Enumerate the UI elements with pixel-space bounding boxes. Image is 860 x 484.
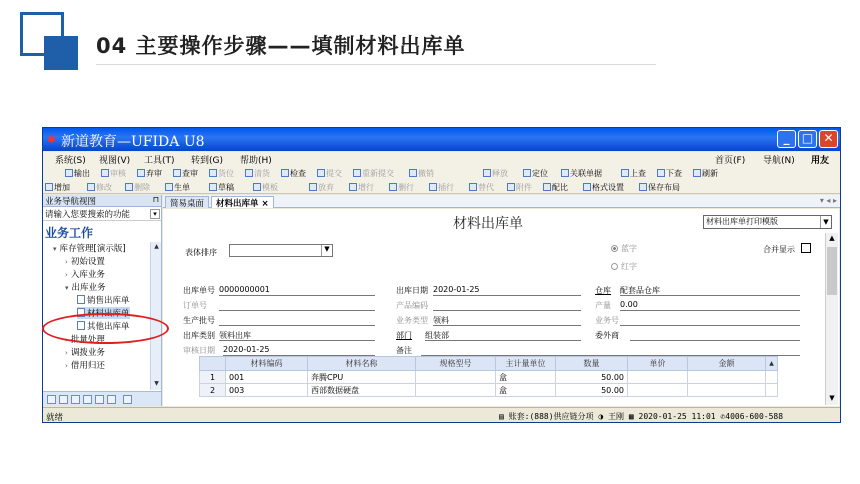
tree-item-inbound[interactable]: › 入库业务 <box>65 270 105 280</box>
pin-icon[interactable]: ⊓ <box>152 195 159 204</box>
material-table <box>199 356 778 397</box>
cell-price[interactable] <box>628 371 688 384</box>
tree-item-initial-setup[interactable]: › 初始设置 <box>65 257 105 267</box>
scroll-up-icon[interactable]: ▲ <box>829 234 835 242</box>
discard-icon <box>309 183 317 191</box>
batch-label: 生产批号 <box>183 316 215 325</box>
tree-item-transfer[interactable]: › 调拨业务 <box>65 348 105 358</box>
nav-scrollbar[interactable] <box>150 242 161 390</box>
app-window <box>42 127 841 423</box>
tab-scroll-icon[interactable]: ▾ ◂ ▸ <box>819 196 837 205</box>
scroll-down-icon[interactable]: ▼ <box>154 380 159 387</box>
release-icon <box>483 169 491 177</box>
tree-item-outbound[interactable]: ▾ 出库业务 <box>65 283 106 293</box>
outsourcer-label: 委外商 <box>595 331 619 340</box>
doc-no-label: 出库单号 <box>183 286 215 295</box>
attachment-icon <box>507 183 515 191</box>
toolbar-check-button[interactable]: 检查 <box>281 168 306 179</box>
close-button[interactable]: ✕ <box>819 130 838 148</box>
toolbar-clear-button[interactable]: 清货 <box>245 168 270 179</box>
warehouse-field[interactable]: 配套品仓库 <box>620 286 660 295</box>
document-scrollbar[interactable] <box>825 233 838 405</box>
cell-material-name[interactable]: 西部数据硬盘 <box>308 384 416 397</box>
status-info <box>499 411 783 422</box>
column-header[interactable]: 数量 <box>556 357 628 371</box>
biz-type-label: 业务类型 <box>396 316 428 325</box>
slide-decoration-fill <box>44 36 78 70</box>
doc-no-field[interactable]: 0000000001 <box>219 285 270 294</box>
tree-item-sales-outbound[interactable]: 销售出库单 <box>77 294 130 306</box>
audit-date-field: 2020-01-25 <box>223 345 270 354</box>
toolbar-discard-button[interactable]: 放弃 <box>309 182 334 193</box>
biz-no-label: 业务号 <box>595 316 619 325</box>
collapse-arrow-icon: › <box>65 362 68 370</box>
dept-label[interactable]: 部门 <box>396 331 412 340</box>
format-icon <box>583 183 591 191</box>
toolbar-resubmit-button[interactable]: 重新提交 <box>353 168 394 179</box>
table-scroll-up-icon[interactable]: ▲ <box>766 357 778 371</box>
location-icon <box>209 169 217 177</box>
collapse-arrow-icon: › <box>65 349 68 357</box>
cell-unit[interactable]: 盒 <box>496 384 556 397</box>
ratio-icon <box>543 183 551 191</box>
nav-shortcut-icon[interactable] <box>59 395 68 404</box>
linked-docs-icon <box>561 169 569 177</box>
tree-item-borrow-return[interactable]: › 借用归还 <box>65 361 105 371</box>
remark-label: 备注 <box>396 346 412 355</box>
cell-material-name[interactable]: 奔腾CPU <box>308 371 416 384</box>
resubmit-icon <box>353 169 361 177</box>
toolbar-ratio-button[interactable]: 配比 <box>543 182 568 193</box>
locate-icon <box>523 169 531 177</box>
toolbar-check-audit-button[interactable]: 查审 <box>173 168 198 179</box>
unaudit-icon <box>137 169 145 177</box>
scroll-thumb[interactable] <box>827 247 837 295</box>
cell-material-code[interactable]: 003 <box>226 384 308 397</box>
menu-home[interactable]: 首页(F) <box>715 156 746 166</box>
print-template-select[interactable]: 材料出库单打印模版 ▼ <box>703 215 832 229</box>
toolbar-refresh-button[interactable]: 刷新 <box>693 168 718 179</box>
tab-desktop[interactable]: 简易桌面 <box>165 196 209 208</box>
cell-price[interactable] <box>628 384 688 397</box>
tab-material-outbound[interactable]: 材料出库单 × <box>211 196 274 208</box>
audit-icon <box>101 169 109 177</box>
toolbar-modify-button[interactable]: 修改 <box>87 182 112 193</box>
date-field[interactable]: 2020-01-25 <box>433 285 480 294</box>
cell-unit[interactable]: 盒 <box>496 371 556 384</box>
merge-display-checkbox[interactable] <box>801 243 811 253</box>
collapse-arrow-icon: › <box>65 336 68 344</box>
merge-display-label: 合并显示 <box>763 245 795 254</box>
delete-icon <box>125 183 133 191</box>
expand-arrow-icon: ▾ <box>65 284 69 292</box>
order-no-label: 订单号 <box>183 301 207 310</box>
radio-red[interactable]: 红字 <box>611 261 637 272</box>
toolbar-release-button[interactable]: 释放 <box>483 168 508 179</box>
toolbar-add-button[interactable]: 增加 <box>45 182 70 193</box>
tree-item-inventory[interactable]: ▾ 库存管理[演示版] <box>53 244 126 254</box>
document-icon <box>77 295 85 304</box>
toolbar-attachment-button[interactable]: 附件 <box>507 182 532 193</box>
calendar-icon: ▦ <box>628 412 634 421</box>
trace-down-icon <box>657 169 665 177</box>
document-area <box>163 209 839 406</box>
highlight-annotation <box>42 313 169 344</box>
nav-shortcut-icon[interactable] <box>107 395 116 404</box>
toolbar-delete-row-button[interactable]: 删行 <box>389 182 414 193</box>
toolbar-draft-button[interactable]: 草稿 <box>209 182 234 193</box>
column-header[interactable]: 规格型号 <box>416 357 496 371</box>
insert-row-icon <box>429 183 437 191</box>
quantity-label: 产量 <box>595 301 611 310</box>
nav-shortcut-icon[interactable] <box>95 395 104 404</box>
nav-shortcut-icon[interactable] <box>47 395 56 404</box>
tree-item-other-outbound[interactable]: 其他出库单 <box>77 320 130 332</box>
status-text: 就绪 <box>46 413 64 423</box>
column-header[interactable]: 材料名称 <box>308 357 416 371</box>
tree-item-material-outbound[interactable]: 材料出库单 <box>77 307 130 319</box>
cell-spec[interactable] <box>416 384 496 397</box>
account-icon: ▤ <box>499 412 504 421</box>
menu-bar <box>43 152 840 166</box>
table-header-row <box>200 357 778 371</box>
toolbar-add-row-button[interactable]: 增行 <box>349 182 374 193</box>
toolbar-unaudit-button[interactable]: 弃审 <box>137 168 162 179</box>
status-phone: 4006-600-588 <box>725 412 784 421</box>
expand-arrow-icon: ▾ <box>53 245 57 253</box>
trace-up-icon <box>621 169 629 177</box>
submit-icon <box>317 169 325 177</box>
toolbar-trace-down-button[interactable]: 下查 <box>657 168 682 179</box>
add-row-icon <box>349 183 357 191</box>
document-tabs <box>163 195 841 208</box>
nav-section-title: 业务工作 <box>45 226 94 240</box>
scroll-down-icon[interactable]: ▼ <box>829 394 835 402</box>
output-icon <box>65 169 73 177</box>
maximize-button[interactable]: □ <box>798 130 817 148</box>
window-title: 新道教育—UFIDA U8 <box>61 134 205 150</box>
quantity-field[interactable]: 0.00 <box>620 300 638 309</box>
status-bar <box>43 407 840 423</box>
check-icon <box>281 169 289 177</box>
toolbar-trace-up-button[interactable]: 上查 <box>621 168 646 179</box>
scroll-up-icon[interactable]: ▲ <box>154 243 159 250</box>
nav-bottom-bar <box>43 391 162 406</box>
dept-field[interactable]: 组装部 <box>425 331 449 340</box>
menu-system[interactable]: 系统(S) <box>55 156 86 166</box>
check-audit-icon <box>173 169 181 177</box>
nav-shortcut-icon[interactable] <box>123 395 132 404</box>
category-field[interactable]: 领料出库 <box>219 331 251 340</box>
sort-select[interactable] <box>229 244 333 257</box>
toolbar-template-button[interactable]: 模板 <box>253 182 278 193</box>
toolbar-locate-button[interactable]: 定位 <box>523 168 548 179</box>
cell-amount[interactable] <box>688 384 766 397</box>
warehouse-label[interactable]: 仓库 <box>595 286 611 295</box>
menu-view[interactable]: 视图(V) <box>99 156 131 166</box>
toolbar-output-button[interactable]: 输出 <box>65 168 90 179</box>
app-logo-icon: ✱ <box>47 133 57 146</box>
toolbar-edit <box>43 180 840 194</box>
tree-item-batch[interactable]: › 批量处理 <box>65 335 105 345</box>
toolbar-substitute-button[interactable]: 替代 <box>469 182 494 193</box>
modify-icon <box>87 183 95 191</box>
tab-close-icon[interactable]: × <box>261 199 269 209</box>
menu-tools[interactable]: 工具(T) <box>144 156 175 166</box>
toolbar-delete-button[interactable]: 删除 <box>125 182 150 193</box>
column-header[interactable]: 主计量单位 <box>496 357 556 371</box>
nav-shortcut-icon[interactable] <box>71 395 80 404</box>
navigator-header: 业务导航视图 ⊓ <box>43 195 162 207</box>
title-bar <box>43 128 840 151</box>
toolbar-submit-button[interactable]: 提交 <box>317 168 342 179</box>
form-title: 材料出库单 <box>453 216 523 232</box>
business-navigator <box>43 195 162 406</box>
draft-icon <box>209 183 217 191</box>
radio-dot-icon <box>611 263 618 270</box>
audit-date-label: 审核日期 <box>183 346 215 355</box>
minimize-button[interactable]: _ <box>777 130 796 148</box>
chevron-down-icon: ▼ <box>820 216 831 228</box>
category-label: 出库类别 <box>183 331 215 340</box>
cell-spec[interactable] <box>416 371 496 384</box>
generate-icon <box>165 183 173 191</box>
toolbar-main <box>43 166 840 180</box>
status-datetime: 2020-01-25 11:01 <box>638 412 716 421</box>
column-header[interactable]: 金额 <box>688 357 766 371</box>
column-header[interactable]: 材料编码 <box>226 357 308 371</box>
status-account: 账套:(888)供应链分项 <box>508 412 594 421</box>
slide-title: 04 主要操作步骤——填制材料出库单 <box>96 34 466 58</box>
column-header-index <box>200 357 226 371</box>
collapse-arrow-icon: › <box>65 271 68 279</box>
save-layout-icon <box>639 183 647 191</box>
menu-navigate[interactable]: 导航(N) <box>763 156 795 166</box>
toolbar-insert-row-button[interactable]: 插行 <box>429 182 454 193</box>
column-header[interactable]: 单价 <box>628 357 688 371</box>
substitute-icon <box>469 183 477 191</box>
sort-label: 表体排序 <box>185 248 217 257</box>
toolbar-generate-button[interactable]: 生单 <box>165 182 190 193</box>
toolbar-revoke-button[interactable]: 撤销 <box>409 168 434 179</box>
clear-icon <box>245 169 253 177</box>
toolbar-location-button[interactable]: 货位 <box>209 168 234 179</box>
cell-quantity[interactable]: 50.00 <box>556 371 628 384</box>
radio-dot-icon <box>611 245 618 252</box>
table-row[interactable]: 2 003 西部数据硬盘 盒 50.00 <box>200 384 778 397</box>
toolbar-format-button[interactable]: 格式设置 <box>583 182 624 193</box>
status-user: 王刚 <box>608 412 625 421</box>
phone-icon: ✆ <box>720 412 726 421</box>
toolbar-linked-docs-button[interactable]: 关联单据 <box>561 168 602 179</box>
template-icon <box>253 183 261 191</box>
biz-type-field[interactable]: 领料 <box>433 316 449 325</box>
title-divider <box>96 64 656 65</box>
radio-blue[interactable]: 蓝字 <box>611 243 637 254</box>
product-code-label: 产品编码 <box>396 301 428 310</box>
user-icon: ◑ <box>598 412 604 421</box>
yonyou-logo: 用友 <box>811 156 830 166</box>
function-search-input[interactable]: 请输入您要搜索的功能 ▾ <box>43 208 162 221</box>
search-dropdown-icon[interactable]: ▾ <box>150 209 160 219</box>
add-icon <box>45 183 53 191</box>
date-label: 出库日期 <box>396 286 428 295</box>
chevron-down-icon: ▼ <box>321 245 332 256</box>
nav-shortcut-icon[interactable] <box>83 395 92 404</box>
cell-material-code[interactable]: 001 <box>226 371 308 384</box>
revoke-icon <box>409 169 417 177</box>
cell-amount[interactable] <box>688 371 766 384</box>
menu-goto[interactable]: 转到(G) <box>191 156 223 166</box>
refresh-icon <box>693 169 701 177</box>
toolbar-save-layout-button[interactable]: 保存布局 <box>639 182 680 193</box>
collapse-arrow-icon: › <box>65 258 68 266</box>
cell-quantity[interactable]: 50.00 <box>556 384 628 397</box>
toolbar-audit-button[interactable]: 审核 <box>101 168 126 179</box>
delete-row-icon <box>389 183 397 191</box>
table-row[interactable]: 1 001 奔腾CPU 盒 50.00 <box>200 371 778 384</box>
menu-help[interactable]: 帮助(H) <box>240 156 272 166</box>
